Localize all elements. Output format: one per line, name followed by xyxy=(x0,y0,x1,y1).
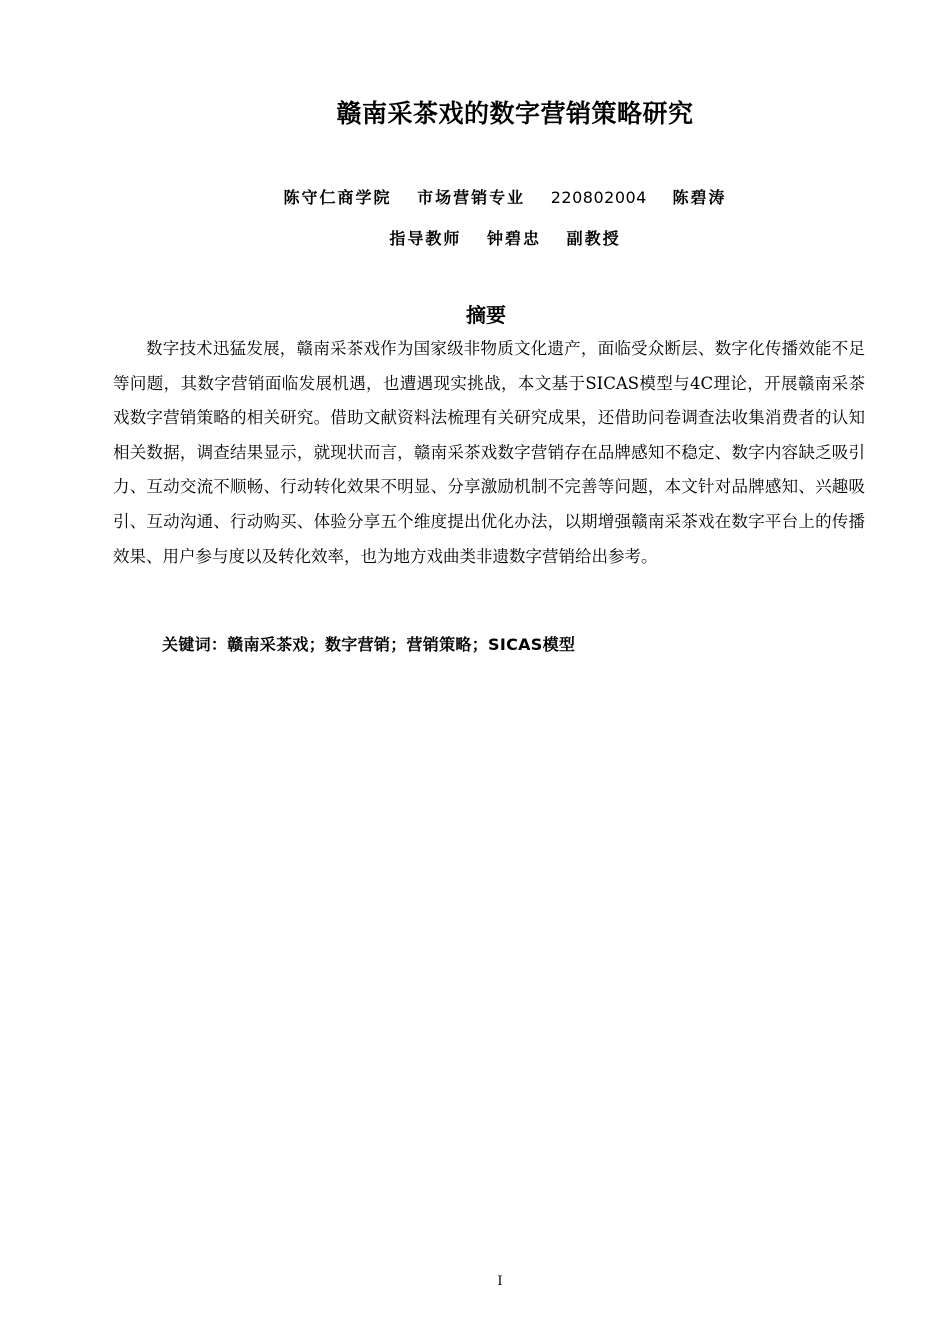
abstract-heading: 摘要 xyxy=(466,303,506,327)
author-name: 陈碧涛 xyxy=(672,188,727,207)
paper-title: 赣南采茶戏的数字营销策略研究 xyxy=(336,99,694,128)
advisor-rank: 副教授 xyxy=(566,229,621,248)
author-major: 市场营销专业 xyxy=(417,188,526,207)
advisor-line xyxy=(0,226,950,249)
advisor-name: 钟碧忠 xyxy=(486,229,541,248)
keywords-line: 关键词：赣南采茶戏；数字营销；营销策略；SICAS模型 xyxy=(162,635,576,654)
advisor-label: 指导教师 xyxy=(389,229,462,248)
abstract-body: 数字技术迅猛发展，赣南采茶戏作为国家级非物质文化遗产，面临受众断层、数字化传播效能不足等问题，其数字营销面临发展机遇，也遭遇现实挑战，本文基于SICAS模型与4C理论，开展赣南采茶戏数字营销策略的相关研究。借助文献资料法梳理有关研究成果，还借助问卷调查法收集消费者的认知相关数据，调查结果显示，就现状而言，赣南采茶戏数字营销存在品牌感知不稳定、数字内容缺乏吸引力、互动交流不顺畅、行动转化效果不明显、分享激励机制不完善等问题，本文针对品牌感知、兴趣吸引、互动沟通、行动购买、体验分享五个维度提出优化办法，以期增强赣南采茶戏在数字平台上的传播效果、用户参与度以及转化效率，也为地方戏曲类非遗数字营销给出参考。 xyxy=(113,339,865,566)
author-line xyxy=(0,185,950,208)
page-number: I xyxy=(497,1274,503,1289)
author-student-id: 220802004 xyxy=(550,188,647,207)
author-college: 陈守仁商学院 xyxy=(283,188,392,207)
